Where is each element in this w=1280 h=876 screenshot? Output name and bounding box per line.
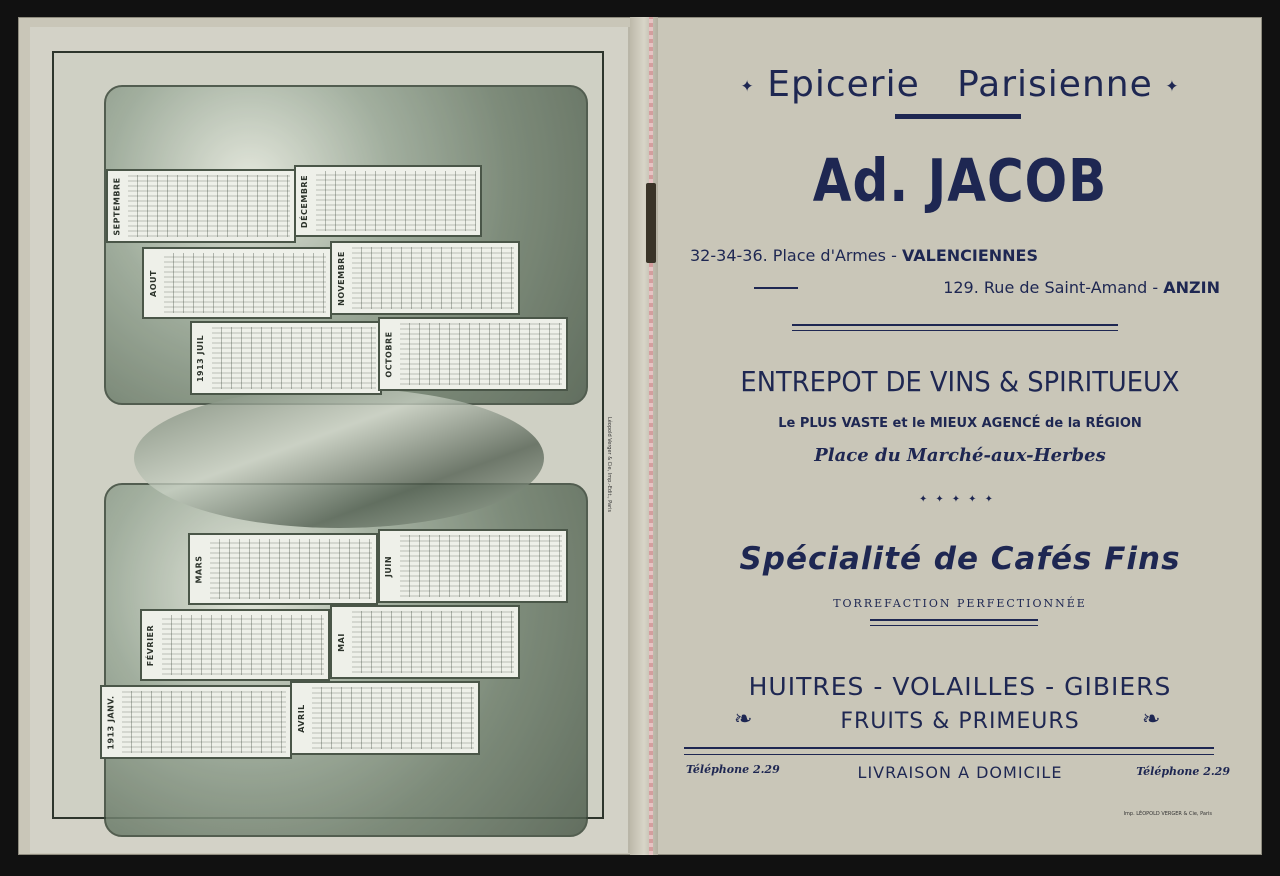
calendar-frame [52,51,604,819]
calendar-month-juin [378,529,568,603]
calendar-month-decembre [294,165,482,237]
products-line-2: FRUITS & PRIMEURS [840,709,1080,734]
divider [792,324,1118,331]
calendar-month-aout [142,247,332,319]
address-street: 129. Rue de Saint-Amand - [943,278,1164,297]
flourish-icon: ❧ [1142,707,1161,732]
calendar-month-janvier [100,685,292,759]
divider [870,619,1038,626]
address-city: ANZIN [1163,278,1220,297]
month-label: OCTOBRE [384,330,394,378]
ornament-star-icon: ✦ [740,76,755,96]
flourish-icon: ❧ [734,707,753,732]
folder-spine [630,17,658,855]
telephone-right: Téléphone 2.29 [1136,765,1230,778]
month-label: 1913 JUIL [196,334,206,382]
calendar-page [30,27,630,853]
shop-header-text: Epicerie Parisienne [767,64,1153,105]
metal-clip [646,183,656,263]
address-street: 32-34-36. Place d'Armes - [690,246,902,265]
home-delivery: LIVRAISON A DOMICILE [857,763,1063,782]
telephone-left: Téléphone 2.29 [686,763,780,776]
address-city: VALENCIENNES [901,246,1038,265]
month-label: FÉVRIER [146,624,156,666]
printer-imprint-left: Léopold Verger & Cie, Imp.-Edit., Paris [606,417,612,513]
month-label: NOVEMBRE [336,250,346,306]
divider [895,114,1021,119]
month-label: DÉCEMBRE [300,174,310,228]
month-label: MAI [336,632,346,652]
month-label: AOUT [148,269,158,297]
calendar-month-novembre [330,241,520,315]
coffee-specialty: Spécialité de Cafés Fins [739,541,1181,577]
divider [754,287,798,289]
month-label: MARS [194,554,204,584]
products-line-1: HUITRES - VOLAILLES - GIBIERS [748,672,1172,701]
address-anzin [943,278,1220,297]
proprietor-name: Ad. JACOB [812,146,1108,216]
printer-imprint-right: Imp. LÉOPOLD VERGER & Cie, Paris [1123,811,1212,817]
entrepot-location: Place du Marché-aux-Herbes [814,445,1106,466]
calendar-month-mars [188,533,378,605]
month-label: 1913 JANV. [106,694,116,750]
month-label: AVRIL [296,703,306,733]
month-label: SEPTEMBRE [112,176,122,236]
address-valenciennes [690,246,1038,265]
calendar-month-mai [330,605,520,679]
roasting-note: TORREFACTION PERFECTIONNÉE [833,597,1087,610]
ornament-star-icon: ✦ [1165,76,1180,96]
bird-of-paradise-illustration [134,388,544,528]
entrepot-tagline: Le PLUS VASTE et le MIEUX AGENCÉ de la RÉGION [778,416,1142,431]
calendar-month-septembre [106,169,296,243]
calendar-month-octobre [378,317,568,391]
calendar-month-avril [290,681,480,755]
month-label: JUIN [384,555,394,577]
shop-header [658,64,1262,105]
star-separator: ✦✦✦✦✦ [919,494,1001,505]
entrepot-heading: ENTREPOT DE VINS & SPIRITUEUX [740,365,1180,398]
calendar-month-fevrier [140,609,330,681]
binding-cord [649,17,653,855]
advertisement-page [658,17,1262,855]
calendar-month-juillet [190,321,382,395]
divider [684,747,1214,755]
